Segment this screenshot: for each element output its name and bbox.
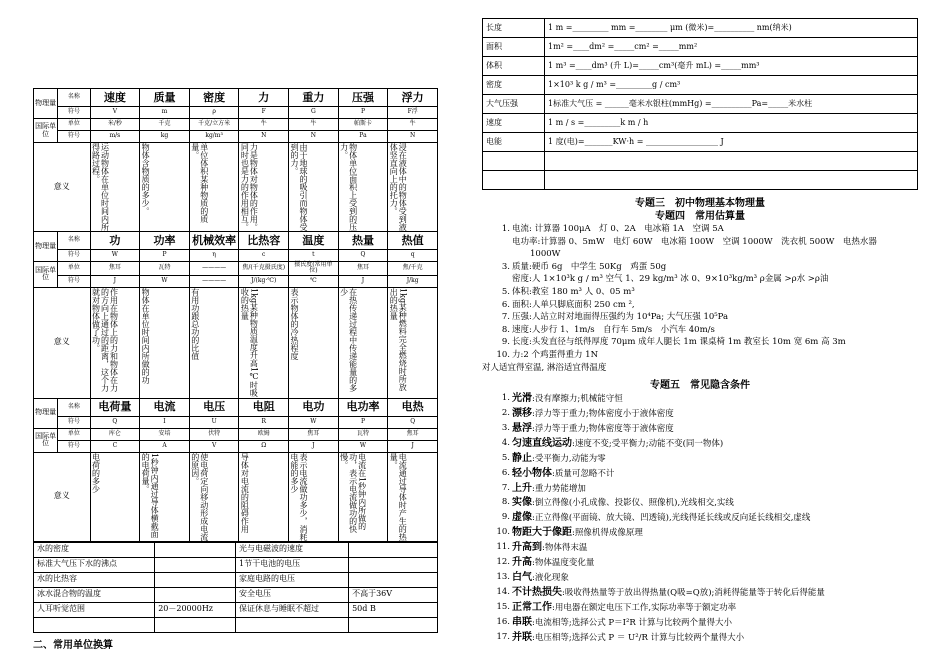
estimate-text: 面积:人单只脚底面积 250 cm ²,: [512, 299, 635, 310]
condition-number: 11.: [496, 542, 510, 553]
constants-cell: 水的比热容: [34, 572, 155, 587]
row-label-unit-symbol: 符号: [58, 275, 90, 287]
condition-text: :正立得像(平面镜、放大镜、凹透镜),光线得延长线或反向延长线相交,虚线: [532, 513, 811, 524]
unit-name: 焦耳: [338, 262, 388, 276]
condition-item: [482, 541, 918, 556]
quantity-meaning-text: 电流通过导体时产生的热量。: [389, 452, 408, 541]
quantity-meaning: [388, 287, 438, 398]
unit-symbol: ————: [189, 275, 239, 287]
unit-symbol: W: [338, 440, 388, 452]
constants-cell: 家庭电路的电压: [235, 572, 348, 587]
quantity-symbol: ρ: [189, 107, 239, 119]
unit-name: 焦/千克: [388, 262, 438, 276]
estimate-item: [482, 286, 918, 299]
quantity-name: 电热: [388, 398, 438, 416]
quantity-meaning: [140, 143, 190, 232]
condition-number: 1.: [501, 393, 510, 404]
quantity-name: 功率: [140, 232, 190, 250]
unit-conversion: 1 m³ =____dm³ (升 L)=_____cm³(毫升 mL) =_____mm³: [545, 57, 918, 76]
row-label-unit-name: 单位: [58, 262, 90, 276]
estimate-text: 力:2 个鸡蛋得重力 1N: [512, 349, 599, 360]
constants-cell: 不高于36V: [349, 587, 438, 602]
quantity-symbol: m: [140, 107, 190, 119]
unit-symbol: W: [140, 275, 190, 287]
unit-name: 焦耳: [289, 428, 339, 440]
quantity-symbol: Q: [388, 416, 438, 428]
condition-text: :没有摩擦力;机械能守恒: [532, 394, 623, 405]
constants-cell: [155, 572, 236, 587]
unit-name: 米/秒: [90, 119, 140, 131]
quantity-meaning-text: 作用在物体上的力和物体在力的方向上通过的距离，这个力就对物体做了功。: [91, 287, 119, 392]
condition-item: [482, 407, 918, 422]
condition-text: :物体温度变化量: [532, 558, 595, 569]
constants-cell: 冰水混合物的温度: [34, 587, 155, 602]
estimate-item: [482, 311, 918, 324]
condition-term: 轻小物体: [512, 467, 552, 479]
quantity-symbol: P: [140, 250, 190, 262]
constants-cell: [155, 617, 236, 632]
unit-name: 千克: [140, 119, 190, 131]
estimate-number: 8.: [501, 324, 510, 335]
unit-symbol: J: [388, 440, 438, 452]
condition-text: :受平衡力,动能为零: [532, 453, 606, 464]
estimate-text: 对人适宜得室温, 淋浴适宜得温度: [482, 362, 607, 373]
unit-conversion: 1m² =____dm² =_____cm² =_____mm²: [545, 38, 918, 57]
estimate-text: 压强:人站立时对地面得压强约为 10⁴Pa; 大气压强 10⁵Pa: [512, 312, 729, 323]
quantity-symbol: c: [239, 250, 289, 262]
condition-item: [482, 467, 918, 482]
condition-number: 10.: [496, 527, 510, 538]
constants-cell: [235, 617, 348, 632]
quantity-meaning-text: 导体对电流的阻碍作用: [240, 452, 250, 533]
quantity-symbol: V: [90, 107, 140, 119]
unit-name: 焦/(千克摄氏度): [239, 262, 289, 276]
unit-symbol: C: [90, 440, 140, 452]
unit-name: 欧姆: [239, 428, 289, 440]
condition-text: :吸收得热量等于放出得热量(Q吸=Q放);消耗得能量等于转化后得能量: [562, 587, 825, 598]
unit-name: ————: [189, 262, 239, 276]
row-label-unit-name: 单位: [58, 428, 90, 440]
estimate-item: [482, 336, 918, 349]
unit-category: 密度: [483, 76, 545, 95]
quantity-meaning: [388, 452, 438, 541]
quantity-symbol: Q: [338, 250, 388, 262]
quantity-meaning: [189, 143, 239, 232]
condition-term: 白气: [512, 572, 532, 583]
unit-conversion: 1×10³ k g / m³ =_________g / cm³: [545, 76, 918, 95]
unit-name: 牛: [239, 119, 289, 131]
quantity-name: 电压: [189, 398, 239, 416]
row-label-name: 名称: [58, 89, 90, 107]
quantity-meaning-text: 有用功跟总功的比值: [190, 287, 200, 360]
section-title-unit-conversion: 二、常用单位换算: [33, 640, 113, 651]
row-label-quantity: 物理量: [34, 89, 58, 119]
quantity-meaning-text: 电流在1秒钟内所做的功，表示电流做功的快慢。: [339, 452, 367, 533]
unit-symbol: J: [338, 275, 388, 287]
quantity-meaning: [140, 287, 190, 398]
row-label-unit: 国际单位: [34, 119, 58, 143]
condition-item: [482, 526, 918, 541]
condition-term: 漂移: [512, 408, 532, 420]
unit-name: 瓦特: [140, 262, 190, 276]
quantity-name: 质量: [140, 89, 190, 107]
quantity-symbol: t: [289, 250, 339, 262]
condition-item: [482, 452, 918, 467]
estimate-text: 电流: 计算器 100μA 灯 0、2A 电冰箱 1A 空调 5A: [512, 224, 724, 234]
unit-conversion: [545, 171, 918, 190]
quantity-meaning: [239, 452, 289, 541]
unit-symbol: N: [239, 131, 289, 143]
constants-cell: [34, 617, 155, 632]
constants-cell: 50d B: [349, 602, 438, 617]
row-label-meaning: 意义: [34, 143, 91, 232]
estimate-item: [482, 248, 918, 261]
quantity-symbol: η: [189, 250, 239, 262]
constants-cell: [349, 572, 438, 587]
condition-number: 2.: [501, 408, 510, 419]
condition-number: 4.: [501, 437, 510, 448]
quantity-meaning-text: 单位体积某种物质的质量。: [190, 143, 209, 223]
condition-term: 串联: [512, 616, 532, 628]
unit-symbol: J: [289, 440, 339, 452]
unit-symbol: V: [189, 440, 239, 452]
condition-item: [482, 616, 918, 631]
row-label-name: 名称: [58, 398, 90, 416]
condition-number: 9.: [501, 512, 510, 523]
estimate-number: 10.: [496, 349, 510, 360]
quantity-name: 热量: [338, 232, 388, 250]
unit-category: 长度: [483, 19, 545, 38]
condition-number: 3.: [501, 422, 510, 433]
quantity-meaning: [338, 143, 388, 232]
condition-term: 升高到: [512, 542, 542, 554]
row-label-quantity: 物理量: [34, 398, 58, 428]
constants-cell: 水的密度: [34, 542, 155, 557]
unit-conversion-table: [482, 18, 918, 190]
unit-symbol: J/(kg·℃): [239, 275, 289, 287]
unit-symbol: J: [90, 275, 140, 287]
condition-text: :浮力等于重力;物体密度等于液体密度: [532, 423, 674, 434]
row-label-name: 名称: [58, 232, 90, 250]
condition-term: 实像: [512, 497, 532, 509]
quantity-name: 电阻: [239, 398, 289, 416]
row-label-unit-symbol: 符号: [58, 440, 90, 452]
estimate-number: 5.: [501, 286, 510, 297]
quantity-name: 电荷量: [90, 398, 140, 416]
quantity-name: 浮力: [388, 89, 438, 107]
constants-cell: [155, 557, 236, 572]
quantity-meaning-text: 1kg某种燃料完全燃烧时所放出的热量: [389, 287, 408, 391]
estimates-list: [482, 223, 918, 374]
constants-cell: 保证休息与睡眠不超过: [235, 602, 348, 617]
condition-term: 静止: [512, 452, 532, 464]
constants-cell: 光与电磁波的速度: [235, 542, 348, 557]
unit-symbol: m/s: [90, 131, 140, 143]
condition-term: 正常工作: [512, 601, 552, 613]
unit-conversion: 1 m =_________ mm =________ μm (微米)=__________ nm(纳米): [545, 19, 918, 38]
quantity-meaning: [289, 287, 339, 398]
quantity-symbol: q: [388, 250, 438, 262]
quantity-symbol: P: [338, 107, 388, 119]
estimate-number: 7.: [501, 312, 510, 323]
unit-name: 摄氏度(常用单位): [289, 262, 339, 276]
row-label-unit: 国际单位: [34, 428, 58, 452]
quantity-meaning: [90, 143, 140, 232]
unit-category: 体积: [483, 57, 545, 76]
quantity-symbol: F浮: [388, 107, 438, 119]
condition-text: :照像机得成像原理: [572, 528, 643, 539]
quantity-meaning: [140, 452, 190, 541]
estimate-number: 6.: [501, 299, 510, 310]
unit-name: 瓦特: [338, 428, 388, 440]
condition-text: :重力势能增加: [532, 483, 586, 494]
estimate-text: 电功率:计算器 0、5mW 电灯 60W 电冰箱 100W 空调 1000W 洗衣机 500W 电热水器: [512, 236, 877, 247]
estimate-text: 长度:头发直径与纸得厚度 70μm 成年人腿长 1m 课桌椅 1m 教室长 10m 宽 6m 高 3m: [512, 337, 846, 348]
quantity-meaning-text: 运动物体在单位时间内所得路过程。: [91, 143, 110, 231]
condition-number: 6.: [501, 467, 510, 478]
quantity-meaning-text: 表示物体的冷热程度: [290, 287, 300, 360]
condition-text: :液化现象: [532, 573, 569, 583]
unit-symbol: Pa: [338, 131, 388, 143]
condition-term: 物距大于像距: [512, 527, 572, 539]
quantity-meaning: [239, 143, 289, 232]
constants-cell: 1节干电池的电压: [235, 557, 348, 572]
condition-item: [482, 511, 918, 526]
quantity-name: 电功率: [338, 398, 388, 416]
quantity-meaning-text: 1kg某种物质温度升高1℃时吸收的热量: [240, 287, 259, 397]
condition-term: 悬浮: [512, 422, 532, 434]
quantity-symbol: W: [289, 416, 339, 428]
condition-item: [482, 601, 918, 616]
quantity-symbol: R: [239, 416, 289, 428]
unit-symbol: J/kg: [388, 275, 438, 287]
condition-text: :物体得末温: [542, 543, 588, 554]
row-label-meaning: 意义: [34, 287, 91, 398]
quantity-meaning-text: 使电荷定向移动形成电流的原因。: [190, 452, 209, 541]
quantity-meaning-text: 表示电流做功多少，消耗电能的多少: [290, 452, 309, 541]
quantity-symbol: F: [239, 107, 289, 119]
constants-cell: 安全电压: [235, 587, 348, 602]
estimate-text: 1000W: [530, 249, 561, 260]
quantity-name: 温度: [289, 232, 339, 250]
estimate-text: 速度:人步行 1、1m/s 自行车 5m/s 小汽车 40m/s: [512, 324, 715, 335]
quantity-meaning-text: 力是物体对物体的作用。同时也是力的作用相互。: [240, 143, 259, 231]
quantity-meaning: [289, 452, 339, 541]
quantity-meaning-text: 物体含物质的多少。: [141, 143, 151, 215]
condition-number: 8.: [501, 497, 510, 508]
quantity-name: 比热容: [239, 232, 289, 250]
quantity-symbol: U: [189, 416, 239, 428]
constants-cell: [155, 542, 236, 557]
condition-text: :电压相等;选择公式 P ＝ U²/R 计算与比较两个量得大小: [532, 632, 745, 643]
estimate-item: [482, 362, 918, 375]
unit-name: 牛: [388, 119, 438, 131]
quantity-name: 功: [90, 232, 140, 250]
unit-symbol: N: [289, 131, 339, 143]
estimate-item: [482, 324, 918, 337]
condition-number: 15.: [496, 601, 510, 612]
quantity-meaning-text: 浸在液体中的物体受到液体竖直向上的托力。: [389, 143, 408, 231]
condition-term: 虚像: [512, 512, 532, 524]
condition-item: [482, 437, 918, 452]
quantity-meaning-text: 电荷的多少: [91, 452, 101, 493]
unit-name: 安培: [140, 428, 190, 440]
row-label-quantity: 物理量: [34, 232, 58, 262]
estimate-item: [482, 261, 918, 274]
estimate-number: 1.: [501, 224, 510, 234]
constants-cell: 20－20000Hz: [155, 602, 236, 617]
unit-category: [483, 152, 545, 171]
row-label-symbol: 符号: [58, 250, 90, 262]
unit-category: [483, 171, 545, 190]
condition-text: :浮力等于重力;物体密度小于液体密度: [532, 409, 674, 420]
condition-term: 上升: [512, 482, 532, 494]
constants-cell: [155, 587, 236, 602]
quantity-meaning-text: 物体在单位时间内所做的功: [141, 287, 151, 384]
condition-item: [482, 571, 918, 586]
estimate-item: [482, 223, 918, 236]
unit-category: 面积: [483, 38, 545, 57]
quantity-symbol: G: [289, 107, 339, 119]
quantity-meaning: [90, 452, 140, 541]
estimate-number: 9.: [501, 337, 510, 348]
quantity-meaning: [90, 287, 140, 398]
unit-name: 帕斯卡: [338, 119, 388, 131]
quantity-symbol: P: [338, 416, 388, 428]
condition-item: [482, 482, 918, 497]
unit-conversion: 1 度(电)=_______KW·h = __________________ J: [545, 133, 918, 152]
quantity-meaning: [189, 287, 239, 398]
condition-text: :倒立得像(小孔成像、投影仪、照像机),光线相交,实线: [532, 498, 734, 509]
quantity-meaning: [239, 287, 289, 398]
estimate-item: [482, 349, 918, 362]
quantity-meaning-text: 1秒钟内通过导体横截面的电荷量。: [141, 452, 160, 538]
quantity-name: 电功: [289, 398, 339, 416]
unit-name: 库仑: [90, 428, 140, 440]
condition-text: :电流相等;选择公式 P＝I²R 计算与比较两个量得大小: [532, 617, 733, 628]
unit-name: 焦耳: [90, 262, 140, 276]
quantity-meaning: [338, 287, 388, 398]
unit-category: 速度: [483, 114, 545, 133]
condition-number: 16.: [496, 616, 510, 627]
unit-name: 伏特: [189, 428, 239, 440]
section3-title: 专题三 初中物理基本物理量: [635, 198, 765, 209]
estimate-text: 质量:硬币 6g 中学生 50Kg 鸡蛋 50g: [512, 261, 667, 272]
estimate-text: 体积:教室 180 m³ 人 0、05 m³: [512, 286, 635, 297]
quantity-name: 密度: [189, 89, 239, 107]
quantity-meaning-text: 由于地球的吸引而物体受到的力。: [290, 143, 309, 231]
unit-name: 牛: [289, 119, 339, 131]
condition-item: [482, 556, 918, 571]
constants-cell: 标准大气压下水的沸点: [34, 557, 155, 572]
condition-text: :用电器在额定电压下工作,实际功率等于额定功率: [552, 602, 737, 613]
condition-number: 13.: [496, 572, 510, 582]
estimate-text: 密度:人 1×10³k g / m³ 空气 1、29 kg/m³ 冰 0、9×10³kg/m³ ρ金属 >ρ水 >ρ油: [512, 274, 829, 285]
constants-cell: [349, 617, 438, 632]
quantity-name: 速度: [90, 89, 140, 107]
constants-cell: [349, 542, 438, 557]
quantity-meaning-text: 物体单位面积上受到的压力。: [339, 143, 358, 231]
unit-conversion: 1 m / s =_________k m / h: [545, 114, 918, 133]
condition-number: 7.: [501, 482, 510, 493]
condition-number: 14.: [496, 586, 510, 597]
unit-symbol: Ω: [239, 440, 289, 452]
quantity-meaning: [338, 452, 388, 541]
condition-term: 不计热损失: [512, 586, 562, 598]
constants-table: [33, 542, 438, 633]
quantity-symbol: W: [90, 250, 140, 262]
unit-category: 大气压强: [483, 95, 545, 114]
row-label-symbol: 符号: [58, 416, 90, 428]
unit-symbol: ℃: [289, 275, 339, 287]
unit-conversion: 1标准大气压 = ______毫米水银柱(mmHg) =__________Pa=_____米水柱: [545, 95, 918, 114]
quantity-name: 热值: [388, 232, 438, 250]
unit-symbol: N: [388, 131, 438, 143]
quantity-name: 重力: [289, 89, 339, 107]
row-label-unit: 国际单位: [34, 262, 58, 288]
estimate-number: 3.: [501, 261, 510, 272]
condition-item: [482, 586, 918, 601]
unit-category: 电能: [483, 133, 545, 152]
condition-item: [482, 392, 918, 407]
quantity-name: 机械效率: [189, 232, 239, 250]
unit-symbol: kg/m³: [189, 131, 239, 143]
condition-term: 升高: [512, 557, 532, 569]
constants-cell: 人耳听觉范围: [34, 602, 155, 617]
quantity-meaning: [289, 143, 339, 232]
physics-quantity-table: [33, 88, 438, 633]
condition-item: [482, 631, 918, 646]
condition-item: [482, 422, 918, 437]
row-label-symbol: 符号: [58, 107, 90, 119]
estimate-item: [482, 236, 918, 249]
row-label-unit-name: 单位: [58, 119, 90, 131]
quantity-meaning-text: 在热传递过程中传递能量的多少: [339, 287, 358, 392]
condition-number: 5.: [501, 452, 510, 463]
unit-symbol: kg: [140, 131, 190, 143]
section5-title: 专题五 常见隐含条件: [650, 380, 750, 392]
estimate-item: [482, 299, 918, 312]
conditions-list: [482, 392, 918, 645]
quantity-name: 压强: [338, 89, 388, 107]
condition-term: 匀速直线运动: [512, 437, 572, 449]
condition-text: :速度不变;受平衡力;动能不变(同一物体): [572, 438, 724, 449]
quantity-meaning: [388, 143, 438, 232]
condition-item: [482, 496, 918, 511]
quantity-name: 力: [239, 89, 289, 107]
condition-text: :质量可忽略不计: [552, 468, 615, 479]
condition-term: 并联: [512, 631, 532, 643]
row-label-meaning: 意义: [34, 452, 91, 541]
condition-term: 光滑: [512, 393, 532, 405]
quantity-name: 电流: [140, 398, 190, 416]
row-label-unit-symbol: 符号: [58, 131, 90, 143]
quantity-meaning: [189, 452, 239, 541]
estimate-item: [482, 273, 918, 286]
condition-number: 17.: [496, 631, 510, 642]
quantity-symbol: I: [140, 416, 190, 428]
unit-name: 焦耳: [388, 428, 438, 440]
quantity-symbol: Q: [90, 416, 140, 428]
condition-number: 12.: [496, 557, 510, 568]
unit-name: 千克/立方米: [189, 119, 239, 131]
right-column: [482, 18, 918, 646]
unit-conversion: [545, 152, 918, 171]
section4-title: 专题四 常用估算量: [655, 211, 745, 222]
constants-cell: [349, 557, 438, 572]
unit-symbol: A: [140, 440, 190, 452]
